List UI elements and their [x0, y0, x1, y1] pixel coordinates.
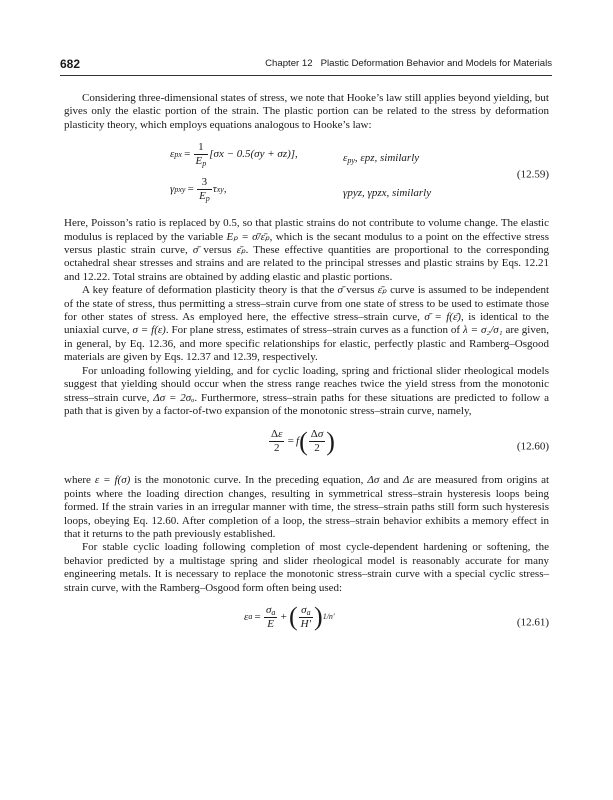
p3-text-e: are given, in general, by Eq. 12.36, and more specific relationships for elastic, perfectly plastic and Ramberg–Osgood materials are given by Eqs. 12.37 and 12.39, respectively.	[64, 324, 549, 364]
inline-sigma-bar: σ̄	[192, 244, 199, 257]
eq-12-59-similar-2	[343, 187, 431, 200]
paragraph-unloading	[64, 365, 549, 419]
inline-lambda: λ = σ₂/σ₁	[462, 324, 503, 337]
paragraph-key-feature	[64, 284, 549, 364]
p5-text-b: is the monotonic curve. In the preceding equation,	[130, 474, 368, 487]
eq-12-59-line1: ε px = $\frac{1}{E_p}$ [σx − 0.5(σy + σz)],	[170, 141, 298, 169]
equation-12-59	[64, 139, 549, 211]
inline-ep-def: Eₚ = σ̄/ε̄ₚ	[226, 230, 270, 243]
equation-12-60	[64, 424, 549, 470]
p2-versus: versus	[198, 244, 237, 257]
eq-12-59-line1-rhs: [σx − 0.5(σy + σz)],	[209, 148, 298, 161]
eq-12-59-line2: γ pxy = $\frac{3}{E_p}$ τ xy ,	[170, 176, 227, 204]
inline-d-sigma: Δσ	[367, 474, 380, 487]
chapter-title	[265, 58, 552, 69]
inline-eps-f-sigma: ε = f(σ)	[94, 474, 131, 487]
chapter-label: Chapter 12	[265, 58, 313, 69]
p5-text-a: where	[64, 474, 95, 487]
inline-delta-sigma: Δσ = 2σₒ	[153, 391, 195, 404]
eq-12-59-similar-1: $\varepsilon_{py}$, εpz, similarly	[343, 152, 420, 166]
eq-12-60-body: $\frac{\Delta\varepsilon}{2}$ = f ( $\frac{\Delta\sigma}{2}$ )	[271, 426, 335, 456]
chapter-name: Plastic Deformation Behavior and Models for Materials	[320, 58, 552, 69]
eq-12-59-similar-2-text: γpyz, γpzx, similarly	[343, 187, 432, 200]
inline-d-eps: Δε	[403, 474, 414, 487]
paragraph-poisson	[64, 217, 549, 284]
equation-number-12-59: (12.59)	[516, 168, 549, 181]
body-text	[64, 92, 549, 645]
p3-versus: versus	[342, 284, 378, 297]
equation-12-61	[64, 601, 549, 645]
p3-text-a: A key feature of deformation plasticity theory is that the	[82, 284, 338, 297]
equation-number-12-60: (12.60)	[516, 440, 549, 453]
p3-text-d: . For plane stress, estimates of stress–strain curves as a function of	[165, 324, 463, 337]
p5-and: and	[379, 474, 404, 487]
paragraph-where	[64, 474, 549, 541]
inline-eps-bar-p: ε̄ₚ	[236, 244, 246, 257]
eq-12-61-body: ε a = $\frac{\sigma_a}{E}$ + ( $\frac{\sigma_a}{H'}$ ) 1/n′	[244, 602, 335, 632]
eq-12-59-similar-1-text: εpz, similarly	[360, 152, 420, 165]
inline-eff-curve: σ̄ = f(ε̄)	[424, 311, 461, 324]
paragraph-cyclic: For stable cyclic loading following completion of most cycle-dependent hardening or softening, the behavior predicted by a multistage spring and slider rheological model is reasonably accurate for many engineering metals. It is necessary to replace the monotonic stress–strain curve with a special cyclic stress–strain curve, with the Ramberg–Osgood form often being used:	[64, 541, 549, 594]
page-number: 682	[60, 57, 81, 71]
p4-text-a: For unloading following yielding, and for cyclic loading, spring and frictional slider rheological models suggest that yielding should occur when the stress range reaches twice the yield stress from the monotonic stress–strain curve,	[64, 364, 549, 404]
p5-text-c: are measured from origins at points where the loading direction changes, resulting in symmetrical stress–strain hysteresis loops being formed. If the strain varies in an irregular manner with time, the stress–strain paths still form such hysteresis loops, obeying Eq. 12.60. After completion of a loop, the stress–strain behavior exhibits a memory effect in that it returns to the path previously established.	[64, 474, 550, 540]
p3-text-b: curve is assumed to be independent of the state of stress, thus permitting a stress–strain curve from one state of stress to be used to estimate those for other states of stress. As employed here, the effective stress–strain curve,	[64, 284, 550, 324]
p2-text-c: . These effective quantities are proportional to the corresponding octahedral shear stresses and strains and are related to the principal stresses and plastic strains by Eqs. 12.21 and 12.22. Total strains are obtained by adding elastic and plastic portions.	[64, 244, 550, 283]
inline-eps-bar-p-2: ε̄ₚ	[377, 284, 387, 297]
p4-text-b: . Furthermore, stress–strain paths for these situations are predicted to follow a path that is given by a factor-of-two expansion of the monotonic stress–strain curve, namely,	[64, 391, 549, 417]
inline-uni-curve: σ = f(ε)	[132, 324, 166, 337]
p3-text-c: , is identical to the uniaxial curve,	[64, 311, 550, 337]
equation-number-12-61: (12.61)	[516, 616, 549, 629]
paragraph-intro: Considering three-dimensional states of stress, we note that Hooke’s law still applies beyond yielding, but gives only the elastic portion of the strain. The plastic portion can be related to the stress by deformation plasticity theory, which employs equations analogous to Hooke’s law:	[64, 92, 549, 131]
p2-text-b: , which is the secant modulus to a point on the effective stress versus plastic strain curve,	[64, 230, 549, 257]
running-header	[60, 55, 552, 76]
inline-sigma-bar-2: σ̄	[337, 284, 343, 297]
p2-text-a: Here, Poisson’s ratio is replaced by 0.5, so that plastic strains do not contribute to volume change. The elastic modulus is replaced by the variable	[64, 217, 549, 243]
